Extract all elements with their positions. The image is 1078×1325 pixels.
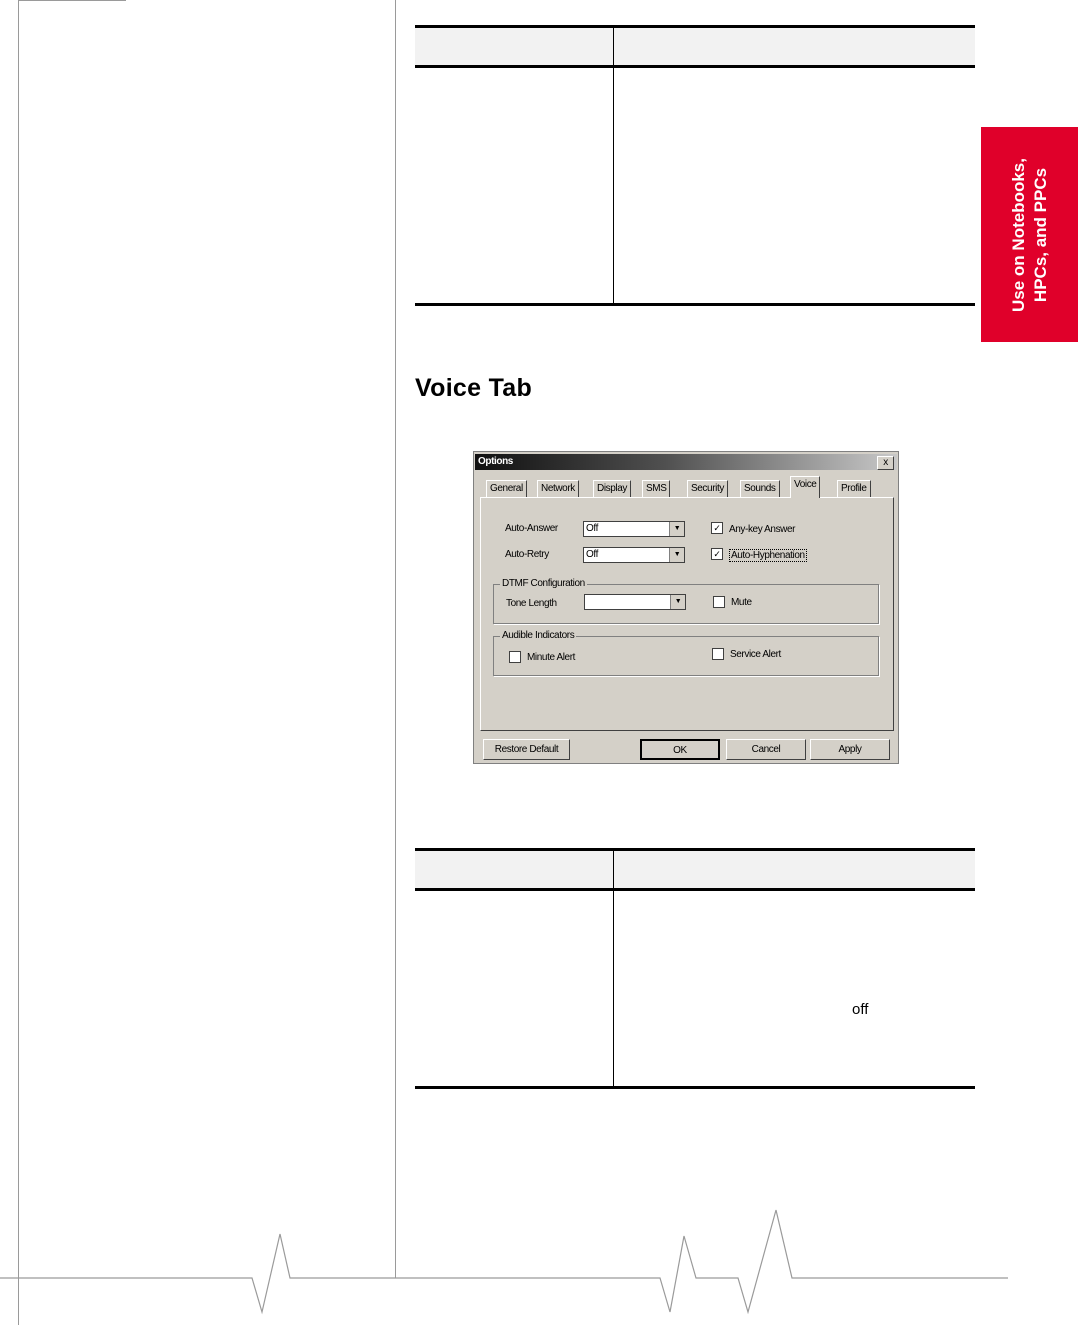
footer-heartbeat-line — [0, 1200, 1078, 1325]
side-tab-line-2: HPCs, and PPCs — [1031, 167, 1050, 303]
audible-indicators-group — [493, 630, 879, 676]
settings-table-top — [415, 25, 975, 306]
table-header-cell — [415, 851, 614, 888]
apply-button[interactable]: Apply — [810, 739, 890, 760]
table-cell — [415, 891, 614, 1086]
auto-answer-value: Off — [586, 523, 598, 534]
any-key-answer-checkbox[interactable]: ✓ — [711, 522, 723, 534]
dtmf-group-title: DTMF Configuration — [502, 578, 585, 589]
minute-alert-checkbox[interactable] — [509, 651, 521, 663]
auto-retry-select[interactable] — [583, 547, 685, 563]
left-margin-line — [18, 0, 19, 1325]
service-alert-label: Service Alert — [730, 649, 781, 660]
close-button[interactable] — [877, 456, 894, 470]
table-row — [415, 891, 975, 1086]
table-header-row — [415, 851, 975, 891]
table-cell — [415, 68, 614, 303]
tab-sounds[interactable]: Sounds — [740, 480, 780, 497]
side-tab — [981, 127, 1078, 342]
dtmf-configuration-group — [493, 578, 879, 624]
auto-hyphenation-label: Auto-Hyphenation — [731, 550, 805, 561]
side-tab-label — [1008, 158, 1052, 312]
mute-label: Mute — [731, 597, 752, 608]
tab-general[interactable]: General — [486, 480, 527, 497]
chevron-down-icon[interactable]: ▼ — [670, 595, 685, 609]
auto-retry-value: Off — [586, 549, 598, 560]
tab-profile[interactable]: Profile — [837, 480, 871, 497]
ok-button[interactable]: OK — [640, 739, 720, 760]
tab-display[interactable]: Display — [593, 480, 631, 497]
chevron-down-icon[interactable]: ▼ — [669, 522, 684, 536]
service-alert-checkbox[interactable] — [712, 648, 724, 660]
tone-length-label: Tone Length — [506, 598, 557, 609]
off-value-text: off — [852, 1001, 869, 1018]
tone-length-select[interactable] — [584, 594, 686, 610]
dialog-titlebar — [475, 454, 897, 470]
any-key-answer-label: Any-key Answer — [729, 524, 796, 535]
top-left-rule — [18, 0, 126, 1]
options-dialog — [473, 451, 899, 764]
table-header-cell — [614, 851, 975, 888]
table-header-cell — [614, 28, 975, 65]
auto-hyphenation-checkbox[interactable]: ✓ — [711, 548, 723, 560]
close-icon: x — [883, 457, 888, 468]
tab-sms[interactable]: SMS — [642, 480, 670, 497]
chevron-down-icon[interactable]: ▼ — [669, 548, 684, 562]
minute-alert-label: Minute Alert — [527, 652, 576, 663]
settings-table-bottom — [415, 848, 975, 1089]
auto-answer-select[interactable] — [583, 521, 685, 537]
column-divider-line — [395, 0, 396, 1278]
table-cell — [614, 891, 975, 1086]
table-header-cell — [415, 28, 614, 65]
table-header-row — [415, 28, 975, 68]
section-heading: Voice Tab — [415, 374, 533, 402]
side-tab-line-1: Use on Notebooks, — [1009, 158, 1028, 312]
voice-tab-panel — [480, 497, 894, 731]
restore-default-button[interactable]: Restore Default — [483, 739, 570, 760]
table-row — [415, 68, 975, 303]
cancel-button[interactable]: Cancel — [726, 739, 806, 760]
auto-retry-label: Auto-Retry — [505, 549, 549, 560]
tab-network[interactable]: Network — [537, 480, 579, 497]
tab-voice[interactable]: Voice — [790, 476, 820, 498]
dialog-title: Options — [478, 456, 513, 467]
auto-answer-label: Auto-Answer — [505, 523, 558, 534]
tab-security[interactable]: Security — [687, 480, 728, 497]
table-cell — [614, 68, 975, 303]
mute-checkbox[interactable] — [713, 596, 725, 608]
audible-group-title: Audible Indicators — [502, 630, 575, 641]
